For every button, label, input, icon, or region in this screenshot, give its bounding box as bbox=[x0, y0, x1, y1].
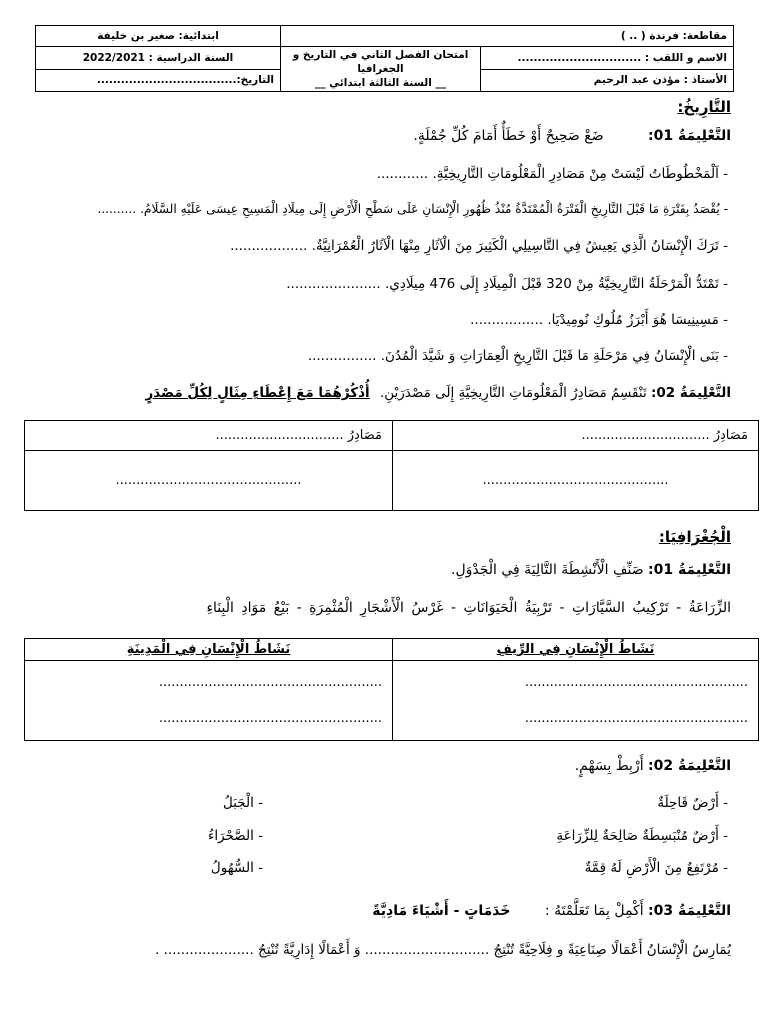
history-q1-item-6[interactable]: - بَنَى الْإِنْسَانُ فِي مَرْحَلَةِ مَا قَبْلَ التَّارِيخِ الْعِمَارَاتِ وَ شَيَّدَ الْمُدُنَ. ................ bbox=[307, 348, 728, 364]
geo-q2-line bbox=[575, 758, 731, 774]
history-q2-task: أُذْكُرْهُمَا مَعَ إِعْطَاءِ مِثَالٍ لِكُلِّ مَصْدَرٍ bbox=[145, 385, 370, 401]
geo-q1-instruction: صَنِّفِ الْأَنْشِطَةَ التَّالِيَةَ فِي الْجَدْوَلِ. bbox=[451, 562, 644, 578]
history-q2-line bbox=[145, 385, 731, 401]
geo-q3-label: التَّعْلِيمَةُ 03: bbox=[648, 903, 731, 919]
geo-q2-label: التَّعْلِيمَةُ 02: bbox=[648, 758, 731, 774]
directorate: مقاطعة: فرندة ( .. ) bbox=[281, 26, 734, 47]
history-q2-label: التَّعْلِيمَةُ 02: bbox=[651, 385, 731, 401]
date-field[interactable]: التاريخ:................................... bbox=[36, 69, 281, 92]
geo-q1-label: التَّعْلِيمَةُ 01: bbox=[648, 562, 731, 578]
history-q1-item-5[interactable]: - مَسِينِيسَا هُوَ أَبْرَزُ مُلُوكِ نُومِيدْيَا. ................. bbox=[470, 312, 728, 328]
geography-title: الْجُغْرَافِيَا: bbox=[658, 528, 731, 546]
history-q1-item-4[interactable]: - تَمْتَدُّ الْمَرْحَلَةُ التَّارِيخِيَّةُ مِنْ 320 قَبْلَ الْمِيلَادِ إِلَى 476 مِيلَادِي. ...................... bbox=[286, 276, 728, 292]
sources-col1-header[interactable]: مَصَادِرُ ............................... bbox=[393, 421, 759, 451]
student-name-field[interactable]: الاسم و اللقب : ............................... bbox=[481, 47, 734, 70]
geo-q2-instruction: أَرْبِطْ بِسَهْمٍ. bbox=[574, 758, 644, 774]
geo-q3-line bbox=[372, 903, 731, 919]
geo-q3-instruction: أَكْمِلْ بِمَا تَعَلَّمْتَهُ : bbox=[544, 903, 644, 919]
geo-q1-activities: الزِّرَاعَةُ - تَرْكِيبُ السَّيَّارَاتِ - تَرْبِيَةُ الْحَيَوَانَاتِ - غَرْسُ الْأَشْجَارِ الْمُثْمِرَةِ - بَيْعُ مَوَادِ الْبِنَاءِ bbox=[206, 600, 731, 616]
history-q1-item-2[interactable]: - يُقْصَدُ بِفَتْرَةِ مَا قَبْلَ التَّارِيخِ الْفَتْرَةُ الْمُمْتَدَّةُ مُنْذُ ظُهُورِ الْإِنْسَانِ عَلَى سَطْحِ الْأَرْضِ إِلَى مِيلَادِ الْمَسِيحِ عِيسَى عَلَيْهِ السَّلَامُ. .......... bbox=[97, 202, 728, 216]
school-year: السنة الدراسية : 2022/2021 bbox=[36, 47, 281, 70]
city-answer-line-1[interactable]: ...................................................... bbox=[158, 674, 382, 690]
col-city-header: نَشَاطُ الْإِنْسَانِ فِي الْمَدِينَةِ bbox=[25, 639, 393, 661]
match-right-item-1[interactable]: - الْجَبَلُ bbox=[222, 795, 263, 811]
city-answer-cell[interactable] bbox=[25, 661, 393, 741]
sources-col2-answer[interactable]: ............................................. bbox=[25, 451, 393, 511]
col-rural-header: نَشَاطُ الْإِنْسَانِ فِي الرِّيفِ bbox=[393, 639, 759, 661]
match-left-item-2[interactable]: - أَرْضٌ مُنْبَسِطَةٌ صَالِحَةٌ لِلزِّرَاعَةِ bbox=[556, 828, 728, 844]
match-left-item-3[interactable]: - مُرْتَفِعٌ مِنَ الْأَرْضِ لَهُ قِمَّةٌ bbox=[584, 860, 728, 876]
geo-q3-sentence[interactable]: يُمَارِسُ الْإِنْسَانُ أَعْمَالًا صِنَاعِيَةً و فِلَاحِيَّةً تُنْتِجُ ............................. وَ أَعْمَالًا إِدَارِيَّةً تُنْتِجُ ..................... . bbox=[155, 942, 731, 958]
match-left-item-1[interactable]: - أَرْضٌ قَاحِلَةٌ bbox=[657, 795, 728, 811]
history-q1-line bbox=[413, 128, 731, 144]
history-q2-instruction: تَنْقَسِمُ مَصَادِرُ الْمَعْلُومَاتِ التَّارِيخِيَّةِ إِلَى مَصْدَرَيْنِ. bbox=[379, 385, 647, 401]
sources-col1-answer[interactable]: ............................................. bbox=[393, 451, 759, 511]
school-name: ابتدائية: صغير بن خليفة bbox=[36, 26, 281, 47]
sources-col2-header[interactable]: مَصَادِرُ ............................... bbox=[25, 421, 393, 451]
rural-answer-line-2[interactable]: ...................................................... bbox=[524, 710, 748, 726]
history-q1-label: التَّعْلِيمَةُ 01: bbox=[648, 128, 731, 144]
city-answer-line-2[interactable]: ...................................................... bbox=[158, 710, 382, 726]
match-right-item-3[interactable]: - السُّهُولُ bbox=[210, 860, 263, 876]
history-q1-instruction: ضَعْ صَحِيحٌ أَوْ خَطَأٌ أَمَامَ كُلِّ جُمْلَةٍ. bbox=[413, 128, 604, 144]
history-q1-item-1[interactable]: - اَلْمَخْطُوطَاتُ لَيْسَتْ مِنْ مَصَادِرِ الْمَعْلُومَاتِ التَّارِيخِيَّةِ. ............ bbox=[376, 166, 728, 182]
history-q1-item-3[interactable]: - تَرَكَ الْإِنْسَانُ الَّذِي يَعِيشُ فِي التَّاسِيلِي الْكَثِيرَ مِنَ الْآثَارِ مِنْهَا الْآثَارُ الْعُمْرَانِيَّةُ. .................. bbox=[230, 238, 728, 254]
header-table bbox=[35, 25, 734, 92]
exam-title: امتحان الفصل الثاني في التاريخ و الجغرافيا bbox=[292, 49, 469, 75]
match-right-item-2[interactable]: - الصَّحْرَاءُ bbox=[208, 828, 263, 844]
exam-title-cell bbox=[281, 47, 481, 92]
geo-q3-words: خَدَمَاتٍ - أَشْيَاءَ مَادِيَّةً bbox=[372, 903, 511, 919]
rural-answer-line-1[interactable]: ...................................................... bbox=[524, 674, 748, 690]
teacher-name: الأستاذ : مؤذن عبد الرحيم bbox=[481, 69, 734, 92]
history-title: التَّارِيخُ: bbox=[677, 98, 731, 116]
geo-activities-table bbox=[24, 638, 759, 741]
rural-answer-cell[interactable] bbox=[393, 661, 759, 741]
history-sources-table bbox=[24, 420, 759, 511]
geo-q1-line bbox=[451, 562, 731, 578]
grade-label: __ السنة الثالثة ابتدائي __ bbox=[315, 77, 446, 89]
